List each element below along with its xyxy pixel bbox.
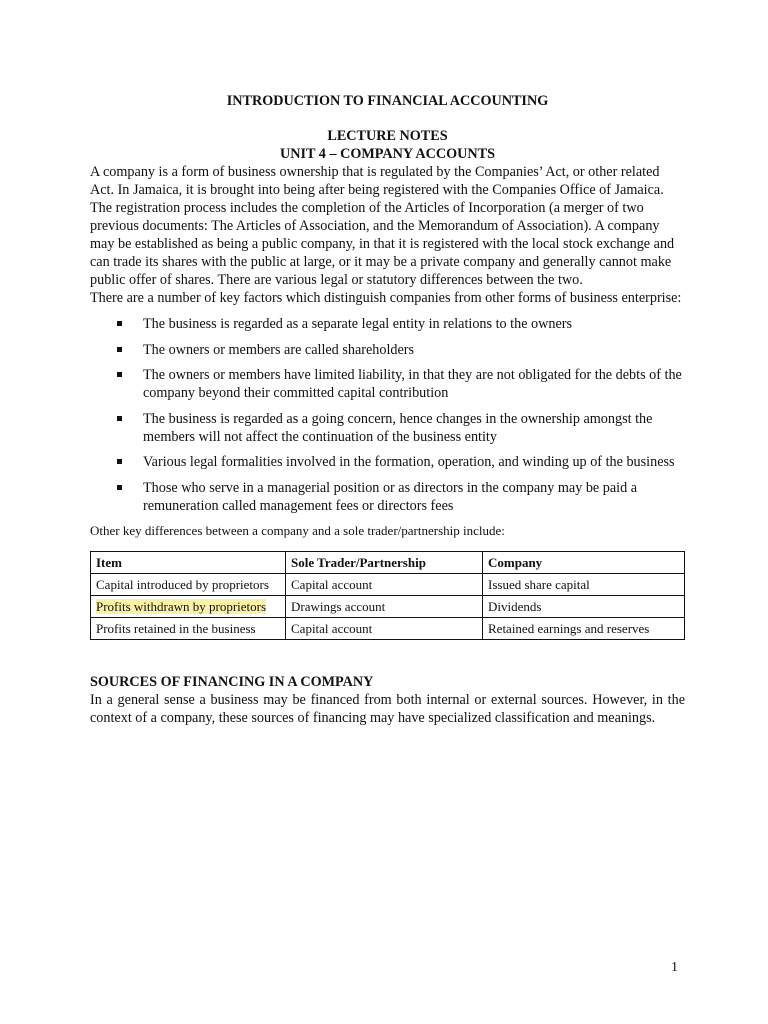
- differences-table: [90, 551, 685, 640]
- table-cell: Capital account: [286, 574, 483, 596]
- header-company: Company: [483, 552, 685, 574]
- factors-intro: There are a number of key factors which distinguish companies from other forms of business enterprise:: [90, 290, 682, 306]
- table-row: [91, 618, 685, 640]
- square-bullet-icon: [117, 372, 122, 377]
- table-row: [91, 574, 685, 596]
- list-item-text: The business is regarded as a going concern, hence changes in the ownership amongst the members will not affect the continuation of the business entity: [143, 410, 653, 445]
- table-cell: Drawings account: [286, 596, 483, 618]
- table-cell: Retained earnings and reserves: [483, 618, 685, 640]
- list-item: [90, 479, 685, 515]
- list-item: [90, 315, 685, 333]
- doc-type-title: LECTURE NOTES: [327, 128, 448, 144]
- list-item: [90, 453, 685, 471]
- square-bullet-icon: [117, 321, 122, 326]
- page-number: 1: [671, 960, 678, 975]
- header-item: Item: [91, 552, 286, 574]
- list-item-text: The owners or members are called shareholders: [143, 341, 415, 358]
- table-header-row: [91, 552, 685, 574]
- course-title: INTRODUCTION TO FINANCIAL ACCOUNTING: [226, 93, 549, 109]
- table-cell-highlighted: [91, 596, 286, 618]
- list-item: [90, 341, 685, 359]
- square-bullet-icon: [117, 485, 122, 490]
- square-bullet-icon: [117, 347, 122, 352]
- square-bullet-icon: [117, 416, 122, 421]
- unit-title: UNIT 4 – COMPANY ACCOUNTS: [280, 146, 495, 162]
- list-item-text: The business is regarded as a separate legal entity in relations to the owners: [143, 316, 573, 332]
- intro-paragraph: A company is a form of business ownership that is regulated by the Companies’ Act, or other related Act. In Jamaica, it is brought into being after being registered with the Companies Office of Jamaica. The registration process includes the completion of the Articles of Incorporation (a merger of two previous documents: The Articles of Association, and the Memorandum of Association). A company may be established as being a public company, in that it is registered with the local stock exchange and can trade its shares with the public at large, or it may be a private company and generally cannot make public offer of shares. There are various legal or statutory differences between the two.: [90, 164, 675, 288]
- table-cell: Dividends: [483, 596, 685, 618]
- list-item: [90, 366, 685, 402]
- financing-paragraph: In a general sense a business may be financed from both internal or external sources. However, in the context of a company, these sources of financing may have specialized classification and meanings.: [90, 692, 685, 726]
- table-row: [91, 596, 685, 618]
- header-sole-trader: Sole Trader/Partnership: [286, 552, 483, 574]
- list-item-text: Those who serve in a managerial position or as directors in the company may be paid a remuneration called management fees or directors fees: [143, 479, 638, 514]
- highlight-mark: Profits withdrawn by proprietors: [96, 598, 267, 614]
- square-bullet-icon: [117, 459, 122, 464]
- list-item-text: Various legal formalities involved in the formation, operation, and winding up of the business: [143, 454, 675, 470]
- table-cell: Capital introduced by proprietors: [91, 574, 286, 596]
- table-intro: Other key differences between a company and a sole trader/partnership include:: [90, 523, 505, 538]
- list-item-text: The owners or members have limited liability, in that they are not obligated for the debts of the company beyond their committed capital contribution: [143, 367, 682, 401]
- financing-heading: SOURCES OF FINANCING IN A COMPANY: [90, 674, 374, 690]
- table-cell: Issued share capital: [483, 574, 685, 596]
- table-cell: Profits retained in the business: [91, 618, 286, 640]
- factors-list: [90, 315, 685, 515]
- table-cell: Capital account: [286, 618, 483, 640]
- list-item: [90, 410, 685, 446]
